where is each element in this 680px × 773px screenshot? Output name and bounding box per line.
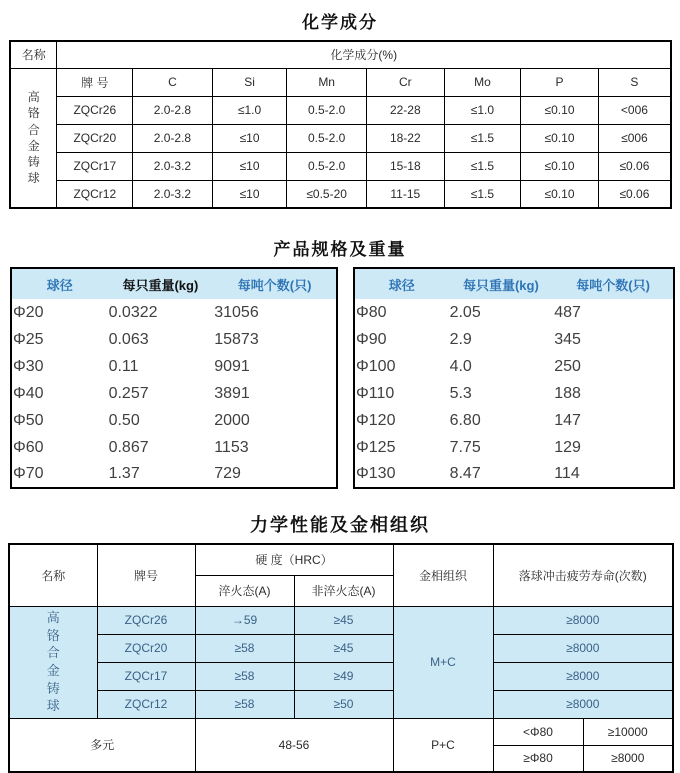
chem-col-header: Mo	[444, 68, 521, 96]
chem-grade: ZQCr20	[57, 124, 133, 152]
chem-value: ≤10	[212, 152, 287, 180]
mech-grade: ZQCr20	[97, 634, 195, 662]
chem-value: ≤0.10	[521, 124, 599, 152]
spec-count: 147	[554, 411, 581, 429]
chem-value: ≤1.0	[444, 96, 521, 124]
mech-bottom-size: ≥Φ80	[493, 745, 583, 772]
specs-table-left	[10, 267, 338, 489]
spec-weight: 0.11	[108, 357, 139, 375]
mech-bottom-name: 多元	[9, 718, 195, 772]
mech-structure-value: M+C	[393, 606, 493, 718]
spec-diameter: Φ70	[13, 465, 44, 482]
mech-header-nonquenched: 非淬火态(A)	[294, 575, 393, 606]
spec-count: 2000	[214, 411, 250, 429]
spec-col-header: 每只重量(kg)	[108, 268, 214, 299]
spec-weight: 8.47	[449, 465, 481, 482]
chem-value: ≤0.06	[598, 180, 671, 208]
chemical-table	[9, 40, 672, 209]
chem-grade: ZQCr17	[57, 152, 133, 180]
spec-col-header: 每吨个数(只)	[553, 268, 674, 299]
spec-count: 129	[554, 438, 581, 456]
chem-value: ≤1.0	[212, 96, 287, 124]
chem-value: 2.0-3.2	[133, 152, 213, 180]
mech-header-name: 名称	[9, 544, 97, 606]
spec-weight: 1.37	[108, 465, 140, 482]
spec-weight: 0.867	[108, 438, 149, 456]
spec-diameter: Φ40	[13, 384, 44, 402]
chem-value: ≤0.10	[521, 152, 599, 180]
chem-value: ≤0.5-20	[287, 180, 367, 208]
mech-grade: ZQCr26	[97, 606, 195, 634]
chem-value: 0.5-2.0	[287, 124, 367, 152]
mech-fatigue-value: ≥8000	[493, 690, 673, 718]
chem-value: 2.0-3.2	[133, 180, 213, 208]
chem-col-header: P	[521, 68, 599, 96]
mech-header-fatigue: 落球冲击疲劳寿命(次数)	[493, 544, 673, 606]
chem-value: 2.0-2.8	[133, 96, 213, 124]
spec-col-header: 球径	[354, 268, 449, 299]
chem-grade: ZQCr12	[57, 180, 133, 208]
mech-grade: ZQCr12	[97, 690, 195, 718]
mech-bottom-life: ≥8000	[583, 745, 673, 772]
chem-col-header: S	[598, 68, 671, 96]
spec-diameter: Φ20	[13, 303, 44, 321]
spec-weight: 0.50	[108, 411, 140, 429]
mech-quenched-value: ≥58	[195, 634, 294, 662]
chem-value: ≤1.5	[444, 180, 521, 208]
spec-diameter: Φ110	[356, 384, 395, 402]
mech-header-quenched: 淬火态(A)	[195, 575, 294, 606]
mech-table	[8, 543, 674, 773]
mech-bottom-structure: P+C	[393, 718, 493, 772]
spec-diameter: Φ30	[13, 357, 44, 375]
chem-value: 0.5-2.0	[287, 152, 367, 180]
spec-count: 1153	[214, 438, 249, 456]
spec-count: 114	[554, 465, 580, 482]
chem-value: ≤10	[212, 124, 287, 152]
mech-nonquenched-value: ≥45	[294, 634, 393, 662]
chem-col-header: 牌 号	[57, 68, 133, 96]
chem-value: ≤10	[212, 180, 287, 208]
chem-span-header: 化学成分(%)	[57, 41, 671, 68]
chem-col-header: Mn	[287, 68, 367, 96]
spec-weight: 4.0	[449, 357, 472, 375]
spec-weight: 6.80	[449, 411, 481, 429]
spec-diameter: Φ130	[356, 465, 396, 482]
spec-count: 188	[554, 384, 581, 402]
mech-nonquenched-value: ≥49	[294, 662, 393, 690]
chem-corner-label: 名称	[10, 41, 57, 68]
mech-quenched-value: ≥58	[195, 690, 294, 718]
chem-value: ≤006	[598, 124, 671, 152]
spec-diameter: Φ25	[13, 330, 44, 348]
chem-value: 15-18	[366, 152, 444, 180]
spec-count: 15873	[214, 330, 259, 348]
spec-diameter: Φ120	[356, 411, 396, 429]
chem-value: 11-15	[366, 180, 444, 208]
mech-title: 力学性能及金相组织	[250, 515, 430, 535]
mech-nonquenched-value: ≥45	[294, 606, 393, 634]
mech-header-hardness: 硬 度（HRC）	[195, 544, 393, 575]
mech-nonquenched-value: ≥50	[294, 690, 393, 718]
spec-diameter: Φ100	[356, 357, 396, 375]
spec-count: 9091	[214, 357, 250, 375]
mech-bottom-size: <Φ80	[493, 718, 583, 745]
chem-group-label: 高 铬 合 金 铸 球	[10, 68, 57, 208]
spec-col-header: 球径	[11, 268, 108, 299]
chem-value: ≤1.5	[444, 124, 521, 152]
chem-value: ≤0.10	[521, 96, 599, 124]
mech-bottom-life: ≥10000	[583, 718, 673, 745]
spec-col-header: 每吨个数(只)	[213, 268, 337, 299]
chem-value: ≤0.06	[598, 152, 671, 180]
chem-col-header: Si	[212, 68, 287, 96]
spec-col-header: 每只重量(kg)	[449, 268, 554, 299]
specs-tables-row	[10, 267, 680, 489]
mech-bottom-hardness: 48-56	[195, 718, 393, 772]
specs-title: 产品规格及重量	[273, 240, 407, 259]
spec-count: 345	[554, 330, 581, 348]
spec-diameter: Φ50	[13, 411, 44, 429]
chem-value: 0.5-2.0	[287, 96, 367, 124]
chem-value: 2.0-2.8	[133, 124, 213, 152]
spec-diameter: Φ80	[356, 303, 387, 321]
spec-count: 31056	[214, 303, 259, 321]
specs-table-right	[353, 267, 675, 489]
chem-col-header: C	[133, 68, 213, 96]
mech-header-structure: 金相组织	[393, 544, 493, 606]
mech-group-label: 高 铬 合 金 铸 球	[9, 606, 97, 718]
mech-fatigue-value: ≥8000	[493, 634, 673, 662]
spec-weight: 7.75	[449, 438, 481, 456]
spec-weight: 0.257	[108, 384, 149, 402]
mech-fatigue-value: ≥8000	[493, 606, 673, 634]
spec-diameter: Φ125	[356, 438, 396, 456]
chem-grade: ZQCr26	[57, 96, 133, 124]
spec-count: 250	[554, 357, 581, 375]
mech-header-grade: 牌号	[97, 544, 195, 606]
chem-value: ≤0.10	[521, 180, 599, 208]
mech-quenched-value: →59	[195, 606, 294, 634]
chem-value: <006	[598, 96, 671, 124]
spec-diameter: Φ90	[356, 330, 387, 348]
mech-quenched-value: ≥58	[195, 662, 294, 690]
chem-value: 18-22	[366, 124, 444, 152]
spec-count: 487	[554, 303, 581, 321]
spec-diameter: Φ60	[13, 438, 44, 456]
spec-weight: 5.3	[449, 384, 472, 402]
spec-weight: 0.0322	[108, 303, 158, 321]
mech-grade: ZQCr17	[97, 662, 195, 690]
spec-weight: 2.05	[449, 303, 481, 321]
spec-weight: 0.063	[108, 330, 149, 348]
spec-count: 729	[214, 465, 241, 482]
chem-value: 22-28	[366, 96, 444, 124]
spec-weight: 2.9	[449, 330, 472, 348]
mech-fatigue-value: ≥8000	[493, 662, 673, 690]
chem-value: ≤1.5	[444, 152, 521, 180]
spec-count: 3891	[214, 384, 250, 402]
chem-col-header: Cr	[366, 68, 444, 96]
chemical-title: 化学成分	[302, 13, 378, 32]
